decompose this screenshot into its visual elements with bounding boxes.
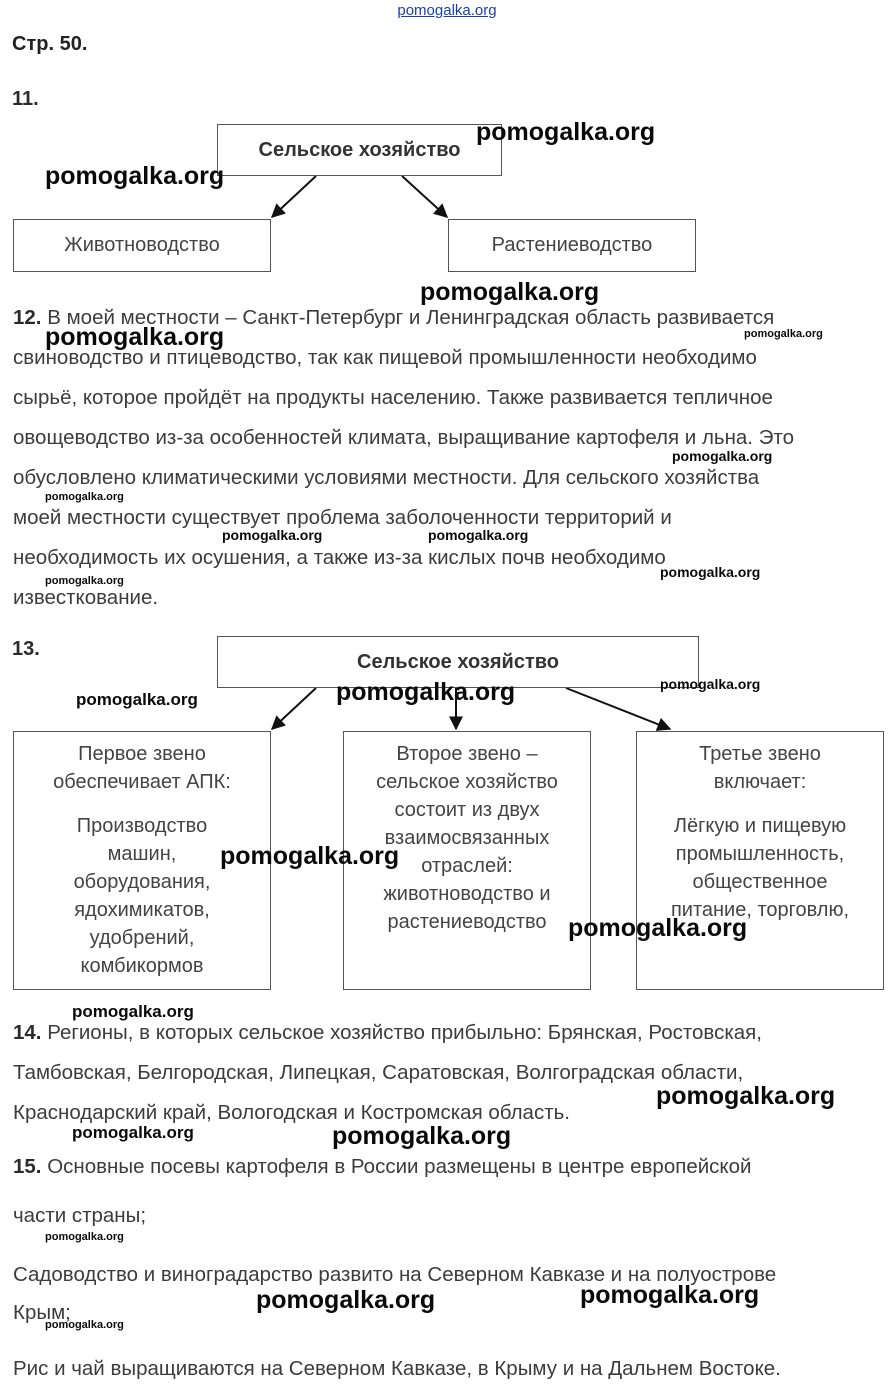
task-12-line: свиноводство и птицеводство, так как пищевой промышленности необходимо <box>13 346 757 369</box>
task-14-line: Тамбовская, Белгородская, Липецкая, Саратовская, Волгоградская области, <box>13 1061 744 1084</box>
task-11-root-box <box>217 124 502 176</box>
col2-line: животноводство и <box>383 883 551 905</box>
task-14-line: Краснодарский край, Вологодская и Костромская область. <box>13 1101 570 1124</box>
page-title: Стр. 50. <box>12 33 88 55</box>
task-15-line: части страны; <box>13 1204 147 1227</box>
watermark: pomogalka.org <box>45 323 225 351</box>
task-12-line: известкование. <box>13 586 159 609</box>
task-14-number: 14. <box>13 1021 42 1044</box>
task-11-left-box <box>13 219 271 272</box>
task-14-paragraph <box>13 1013 883 1133</box>
col1-body-line: комбикормов <box>80 955 204 977</box>
col2-line: сельское хозяйство <box>376 771 558 793</box>
col3-head-line: Третье звено <box>699 743 821 765</box>
col1-body-line: оборудования, <box>73 871 211 893</box>
watermark: pomogalka.org <box>336 678 516 706</box>
col2-line: растениеводство <box>387 911 547 933</box>
task-12-line: моей местности существует проблема заболоченности территорий и <box>13 506 672 529</box>
col1-body-line: ядохимикатов, <box>74 899 210 921</box>
task-13-column-3 <box>636 731 884 990</box>
task-11-left-label: Животноводство <box>64 234 220 256</box>
task-11-right-box <box>448 219 696 272</box>
task-12-line: овощеводство из-за особенностей климата, выращивание картофеля и льна. Это <box>13 426 794 449</box>
col2-line: состоит из двух <box>394 799 540 821</box>
watermark: pomogalka.org <box>72 1123 194 1142</box>
col1-body-line: машин, <box>107 843 177 865</box>
watermark: pomogalka.org <box>660 676 761 692</box>
col2-line: взаимосвязанных <box>384 827 550 849</box>
watermark: pomogalka.org <box>76 690 198 709</box>
task-11-number: 11. <box>12 88 39 110</box>
col1-head-line: обеспечивает АПК: <box>53 771 231 793</box>
col3-head-line: включает: <box>713 771 807 793</box>
watermark: pomogalka.org <box>656 1082 836 1110</box>
watermark: pomogalka.org <box>45 491 124 503</box>
task-14-line: Регионы, в которых сельское хозяйство прибыльно: Брянская, Ростовская, <box>47 1021 762 1044</box>
col2-line: Второе звено – <box>396 743 538 765</box>
watermark: pomogalka.org <box>45 575 124 587</box>
task-11-right-label: Растениеводство <box>491 234 653 256</box>
watermark: pomogalka.org <box>476 118 656 146</box>
watermark: pomogalka.org <box>672 448 773 464</box>
arrow-right-13 <box>566 688 670 729</box>
task-12-line: сырьё, которое пройдёт на продукты населению. Также развивается тепличное <box>13 386 773 409</box>
task-15-line: Крым; <box>13 1301 71 1324</box>
watermark: pomogalka.org <box>420 278 600 306</box>
task-15-line: Садоводство и виноградарство развито на Северном Кавказе и на полуострове <box>13 1263 777 1286</box>
task-15-line: Основные посевы картофеля в России размещены в центре европейской <box>47 1155 752 1178</box>
watermark: pomogalka.org <box>45 1319 124 1331</box>
col3-body-line: промышленность, <box>675 843 845 865</box>
task-13-root-label: Сельское хозяйство <box>357 650 559 673</box>
arrow-left-11 <box>272 176 316 217</box>
task-13-number: 13. <box>12 638 40 660</box>
col3-body-line: Лёгкую и пищевую <box>673 815 847 837</box>
col1-head-line: Первое звено <box>78 743 206 765</box>
watermark: pomogalka.org <box>580 1281 760 1309</box>
watermark: pomogalka.org <box>222 527 323 543</box>
col1-body-line: удобрений, <box>89 927 195 949</box>
watermark: pomogalka.org <box>45 1231 124 1243</box>
col3-body-line: питание, торговлю, <box>670 899 850 921</box>
task-15-paragraph <box>13 1147 883 1187</box>
watermark: pomogalka.org <box>45 162 225 190</box>
watermark: pomogalka.org <box>428 527 529 543</box>
task-11-root-label: Сельское хозяйство <box>258 138 461 161</box>
task-15-line: Рис и чай выращиваются на Северном Кавказе, в Крыму и на Дальнем Востоке. <box>13 1357 781 1380</box>
watermark: pomogalka.org <box>72 1002 194 1021</box>
watermark: pomogalka.org <box>660 564 761 580</box>
watermark: pomogalka.org <box>568 914 748 942</box>
task-15-number: 15. <box>13 1155 42 1178</box>
watermark: pomogalka.org <box>256 1286 436 1314</box>
site-link[interactable]: pomogalka.org <box>397 2 497 19</box>
task-12-line: необходимость их осушения, а также из-за кислых почв необходимо <box>13 546 666 569</box>
watermark: pomogalka.org <box>744 328 823 340</box>
task-12-line: В моей местности – Санкт-Петербург и Ленинградская область развивается <box>47 306 775 329</box>
task-12-number: 12. <box>13 306 42 329</box>
col2-line: отраслей: <box>421 855 513 877</box>
watermark: pomogalka.org <box>332 1122 512 1150</box>
arrow-right-11 <box>402 176 447 217</box>
col1-body-line: Производство <box>76 815 208 837</box>
col3-body-line: общественное <box>692 871 828 893</box>
arrow-left-13 <box>272 688 316 729</box>
watermark: pomogalka.org <box>220 842 400 870</box>
task-12-line: обусловлено климатическими условиями местности. Для сельского хозяйства <box>13 466 760 489</box>
